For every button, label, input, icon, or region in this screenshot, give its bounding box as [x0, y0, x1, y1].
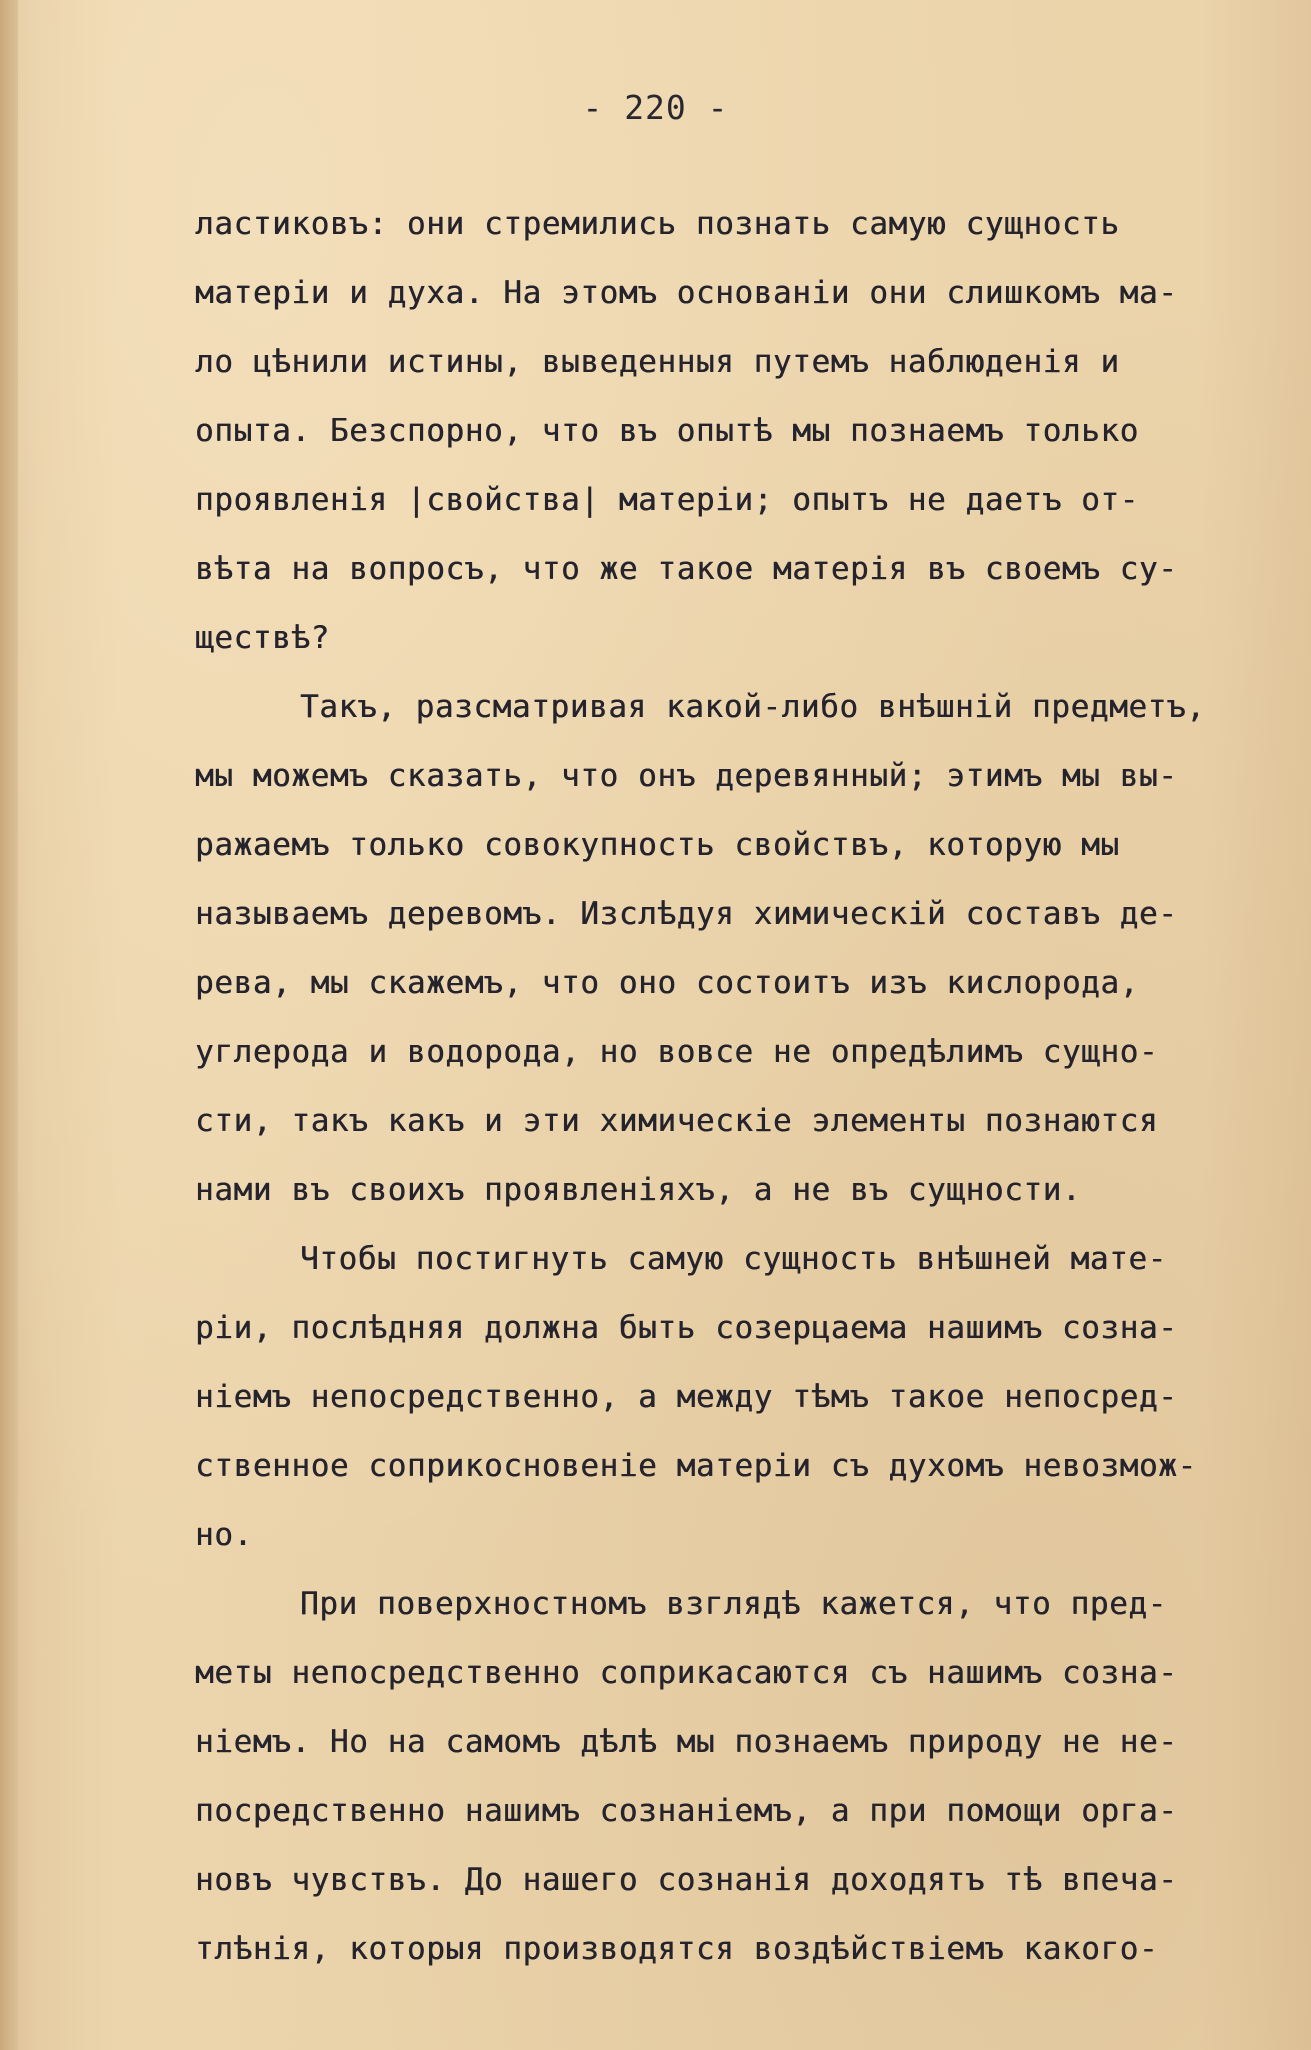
text-line: нами въ своихъ проявленiяхъ, а не въ сущности. — [195, 1172, 1082, 1208]
text-line: ражаемъ только совокупность свойствъ, которую мы — [195, 827, 1120, 863]
text-line: проявленiя |свойства| матерiи; опытъ не даетъ от- — [195, 482, 1139, 518]
text-line: При поверхностномъ взглядѣ кажется, что пред- — [300, 1586, 1167, 1622]
text-line: углерода и водорода, но вовсе не опредѣлимъ сущно- — [195, 1034, 1159, 1070]
text-line: ластиковъ: они стремились познать самую сущность — [195, 206, 1120, 242]
text-line: вѣта на вопросъ, что же такое матерiя въ своемъ су- — [195, 551, 1178, 587]
text-line: рева, мы скажемъ, что оно состоитъ изъ кислорода, — [195, 965, 1139, 1001]
text-line: меты непосредственно соприкасаются съ нашимъ созна- — [195, 1655, 1178, 1691]
text-line: Такъ, разсматривая какой-либо внѣшнiй предметъ, — [300, 689, 1206, 725]
text-line: тлѣнiя, которыя производятся воздѣйствiемъ какого- — [195, 1931, 1159, 1967]
text-line: но. — [195, 1517, 253, 1553]
page-binding-edge — [0, 0, 18, 2050]
text-line: мы можемъ сказать, что онъ деревянный; этимъ мы вы- — [195, 758, 1178, 794]
body-text — [195, 190, 1285, 1984]
text-line: называемъ деревомъ. Изслѣдуя химическiй составъ де- — [195, 896, 1178, 932]
text-line: опыта. Безспорно, что въ опытѣ мы познаемъ только — [195, 413, 1139, 449]
text-line: ществѣ? — [195, 620, 330, 656]
text-line: Чтобы постигнуть самую сущность внѣшней мате- — [300, 1241, 1167, 1277]
text-line: посредственно нашимъ сознанiемъ, а при помощи орга- — [195, 1793, 1178, 1829]
text-line: нiемъ непосредственно, а между тѣмъ такое непосред- — [195, 1379, 1178, 1415]
page-number: - 220 - — [582, 88, 729, 127]
text-line: ло цѣнили истины, выведенныя путемъ наблюденiя и — [195, 344, 1120, 380]
text-line: сти, такъ какъ и эти химическiе элементы познаются — [195, 1103, 1159, 1139]
text-line: новъ чувствъ. До нашего сознанiя доходятъ тѣ впеча- — [195, 1862, 1178, 1898]
text-line: нiемъ. Но на самомъ дѣлѣ мы познаемъ природу не не- — [195, 1724, 1178, 1760]
text-line: матерiи и духа. На этомъ основанiи они слишкомъ ма- — [195, 275, 1178, 311]
text-line: рiи, послѣдняя должна быть созерцаема нашимъ созна- — [195, 1310, 1178, 1346]
text-line: ственное соприкосновенiе матерiи съ духомъ невозмож- — [195, 1448, 1197, 1484]
